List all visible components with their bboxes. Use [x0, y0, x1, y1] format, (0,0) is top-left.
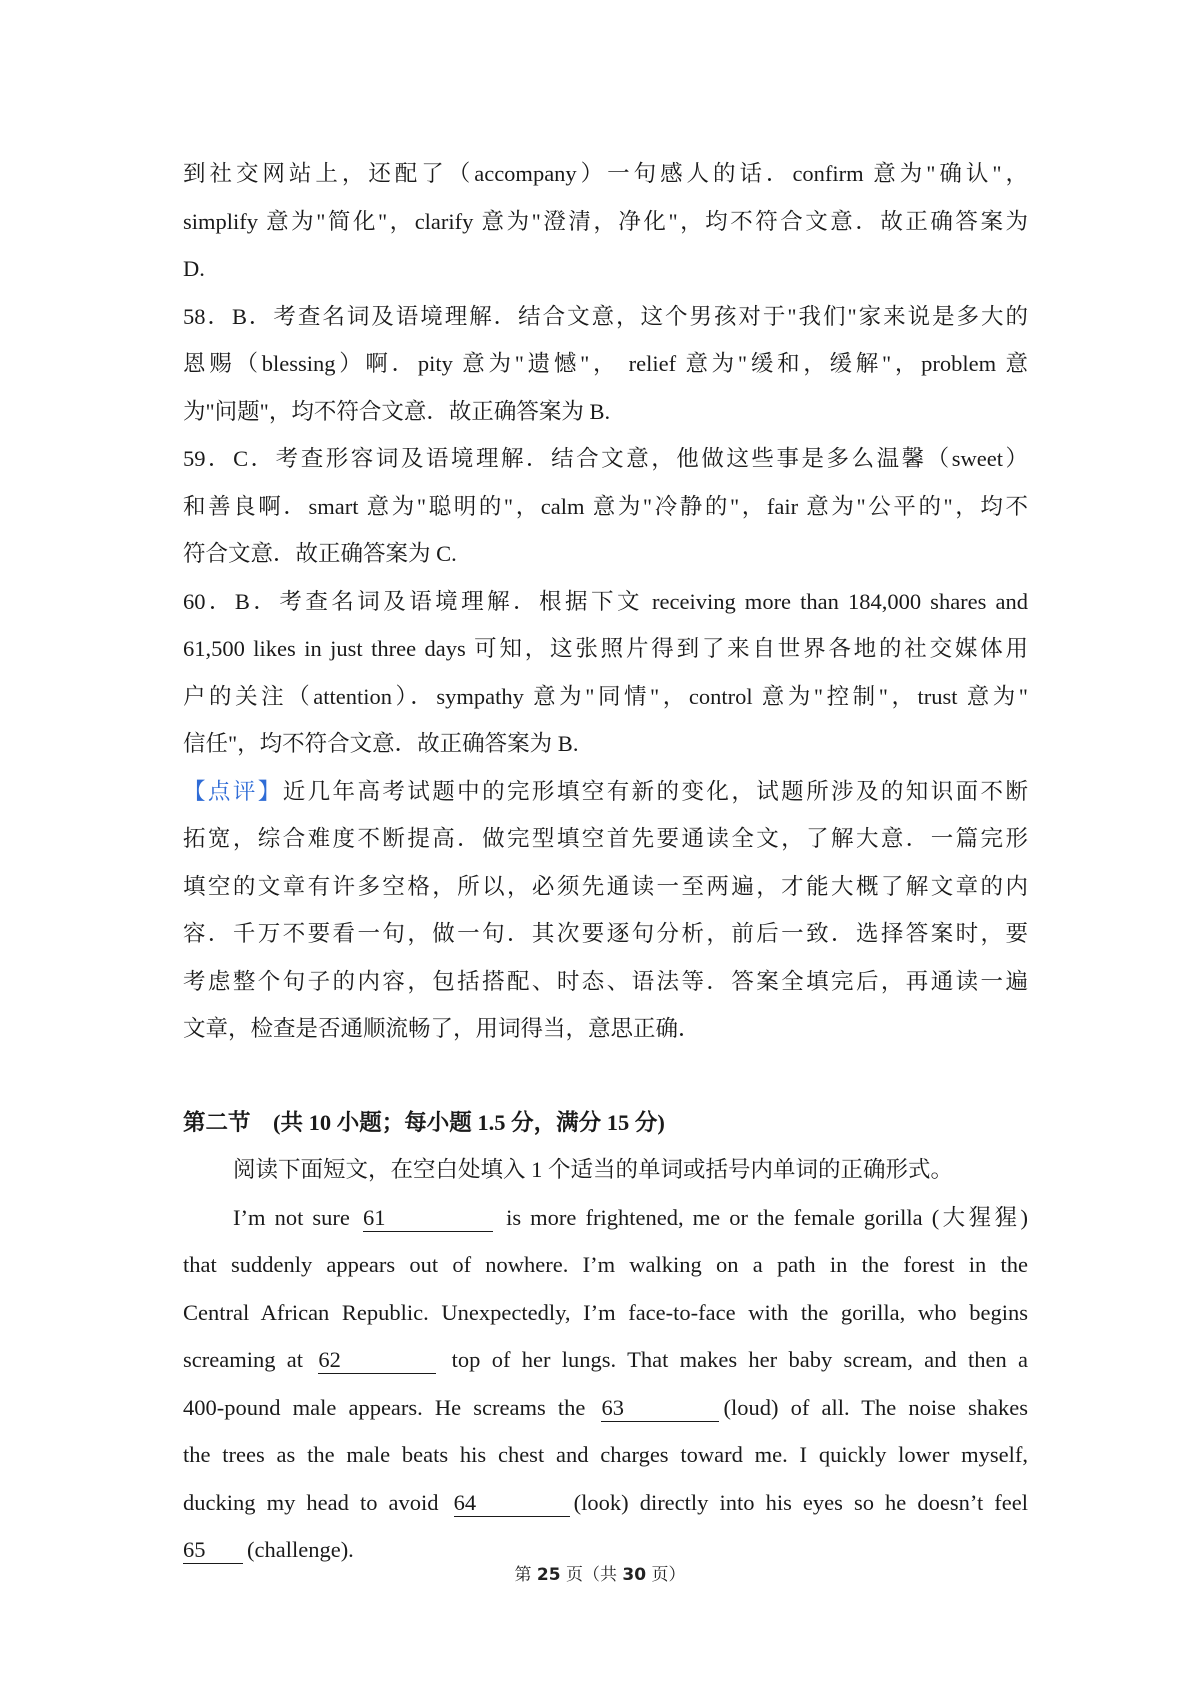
- text-line: [183, 768, 1028, 816]
- passage-line: [183, 1384, 1028, 1432]
- footer-text: 第: [514, 1565, 537, 1585]
- document-body: [183, 150, 1028, 1574]
- text-line: 和善良啊．smart 意为"聪明的"，calm 意为"冷静的"，fair 意为"公平的"，均不: [183, 493, 1028, 519]
- page-number: 25: [536, 1565, 561, 1585]
- blank-62[interactable]: 62: [318, 1347, 436, 1374]
- text-line: 容．千万不要看一句，做一句．其次要逐句分析，前后一致．选择答案时，要: [183, 921, 1028, 946]
- text-line: 户的关注（attention）．sympathy 意为"同情"，control 意为"控制"，trust 意为": [183, 683, 1028, 709]
- passage-text: 400-pound male appears. He screams the: [183, 1394, 586, 1420]
- text-line: 恩赐（blessing）啊．pity 意为"遗憾"， relief 意为"缓和，缓解"，problem 意: [183, 351, 1028, 376]
- review-first-line: 近几年高考试题中的完形填空有新的变化，试题所涉及的知识面不断: [282, 778, 1028, 804]
- blank-64[interactable]: 64: [454, 1490, 570, 1517]
- text-line: 信任"，均不符合文意．故正确答案为 B.: [183, 731, 579, 756]
- review-comment: [183, 768, 1028, 1053]
- text-line: 58．B．考查名词及语境理解．结合文意，这个男孩对于"我们"家来说是多大的: [183, 303, 1028, 329]
- text-line: 到社交网站上，还配了（accompany）一句感人的话．confirm 意为"确认"，: [183, 161, 1028, 186]
- passage-text: is more frightened, me or the female gorilla (大猩猩): [506, 1204, 1028, 1230]
- q58-explanation: [183, 293, 1028, 436]
- q57-explanation-continued: [183, 150, 1028, 293]
- passage-line: [183, 1479, 1028, 1527]
- passage-text: ducking my head to avoid: [183, 1489, 439, 1515]
- blank-61[interactable]: 61: [363, 1205, 493, 1232]
- footer-text: 页（共: [560, 1565, 623, 1585]
- blank-65[interactable]: 65: [183, 1537, 243, 1564]
- text-line: D.: [183, 256, 205, 281]
- cloze-passage: [183, 1194, 1028, 1574]
- q60-explanation: [183, 578, 1028, 768]
- passage-text: I’m not sure: [233, 1204, 350, 1230]
- text-line: 61,500 likes in just three days 可知，这张照片得到了来自世界各地的社交媒体用: [183, 636, 1028, 661]
- text-line: 符合文意．故正确答案为 C.: [183, 541, 457, 566]
- page-total: 30: [622, 1565, 647, 1585]
- passage-line: [183, 1336, 1028, 1384]
- text-line: simplify 意为"简化"，clarify 意为"澄清，净化"，均不符合文意．故正确答案为: [183, 208, 1028, 234]
- text-line: 填空的文章有许多空格，所以，必须先通读一至两遍，才能大概了解文章的内: [183, 873, 1028, 899]
- passage-text: (look) directly into his eyes so he doesn’t feel: [573, 1489, 1028, 1515]
- passage-line: the trees as the male beats his chest and charges toward me. I quickly lower myself,: [183, 1442, 1028, 1467]
- text-line: 60．B．考查名词及语境理解．根据下文 receiving more than 184,000 shares and: [183, 588, 1028, 614]
- text-line: 考虑整个句子的内容，包括搭配、时态、语法等．答案全填完后，再通读一遍: [183, 968, 1028, 994]
- review-tag: 【点评】: [183, 778, 283, 804]
- page-footer: [0, 1560, 1200, 1585]
- blank-63[interactable]: 63: [601, 1395, 719, 1422]
- section-gap: [183, 1053, 1028, 1099]
- section-instruction: 阅读下面短文，在空白处填入 1 个适当的单词或括号内单词的正确形式。: [233, 1157, 954, 1182]
- passage-text: top of her lungs. That makes her baby scream, and then a: [451, 1347, 1028, 1372]
- text-line: 拓宽，综合难度不断提高．做完型填空首先要通读全文，了解大意．一篇完形: [183, 826, 1028, 851]
- section-title: 第二节 (共 10 小题；每小题 1.5 分，满分 15 分): [183, 1109, 665, 1135]
- footer-text: 页）: [646, 1565, 686, 1585]
- text-line: 为"问题"，均不符合文意．故正确答案为 B.: [183, 398, 611, 424]
- text-line: 文章，检查是否通顺流畅了，用词得当，意思正确．: [183, 1016, 701, 1041]
- passage-line: that suddenly appears out of nowhere. I’m walking on a path in the forest in the: [183, 1252, 1028, 1277]
- passage-line: [183, 1194, 1028, 1242]
- passage-line: Central African Republic. Unexpectedly, I’m face-to-face with the gorilla, who begins: [183, 1299, 1028, 1325]
- q59-explanation: [183, 435, 1028, 578]
- passage-text: screaming at: [183, 1347, 304, 1372]
- text-line: 59．C．考查形容词及语境理解．结合文意，他做这些事是多么温馨（sweet）: [183, 446, 1028, 471]
- passage-text: (challenge).: [247, 1537, 354, 1562]
- passage-text: (loud) of all. The noise shakes: [723, 1394, 1028, 1420]
